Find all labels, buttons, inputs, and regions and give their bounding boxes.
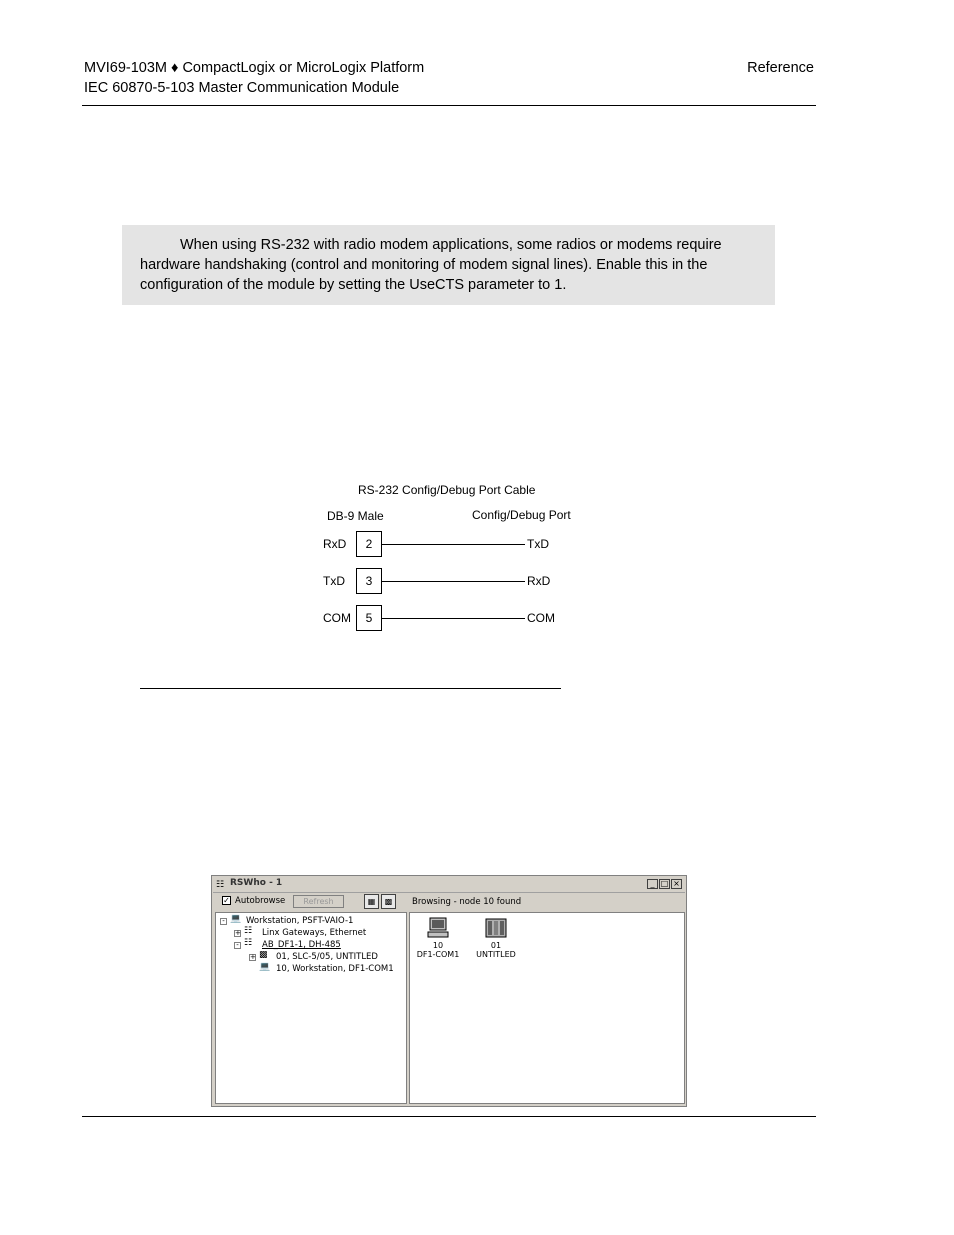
note-box <box>122 225 775 305</box>
tree-item[interactable]: 10, Workstation, DF1-COM1 <box>276 964 394 974</box>
device-name: UNTITLED <box>476 950 516 959</box>
tree-item[interactable]: AB_DF1-1, DH-485 <box>262 940 341 950</box>
plc-icon: ▩ <box>259 950 268 960</box>
pin-right-label: TxD <box>527 537 549 551</box>
pin-left-label: COM <box>323 611 351 625</box>
pin-right-label: COM <box>527 611 555 625</box>
pin-number-box: 3 <box>356 568 382 594</box>
list-view-button[interactable]: ▩ <box>381 894 396 909</box>
wire <box>382 544 525 545</box>
device-number: 01 <box>490 941 502 950</box>
header-rule <box>82 105 816 106</box>
toolbar <box>213 894 685 911</box>
refresh-button[interactable]: Refresh <box>293 895 344 908</box>
left-header: DB-9 Male <box>327 509 384 523</box>
collapse-toggle[interactable]: - <box>234 942 241 949</box>
minimize-button[interactable]: _ <box>647 879 658 889</box>
header-product-line: MVI69-103M ♦ CompactLogix or MicroLogix Platform <box>84 60 425 76</box>
right-header: Config/Debug Port <box>472 508 571 522</box>
diagram-title: RS-232 Config/Debug Port Cable <box>358 483 536 497</box>
header-section: Reference <box>747 60 814 76</box>
device-pane <box>409 912 685 1104</box>
computer-icon <box>426 917 450 939</box>
close-button[interactable]: × <box>671 879 682 889</box>
plc-icon <box>484 917 508 939</box>
device-number: 10 <box>432 941 444 950</box>
wire <box>382 581 525 582</box>
computer-icon: 💻 <box>230 914 242 924</box>
expand-toggle[interactable]: + <box>235 929 241 937</box>
pin-left-label: RxD <box>323 537 347 551</box>
device-name: DF1-COM1 <box>416 950 460 959</box>
maximize-button[interactable]: □ <box>660 879 669 888</box>
wire <box>382 618 525 619</box>
window-title: RSWho - 1 <box>230 878 283 888</box>
pin-left-label: TxD <box>323 574 345 588</box>
expand-toggle[interactable]: + <box>250 953 256 961</box>
browse-status: Browsing - node 10 found <box>412 897 522 907</box>
pin-number-box: 2 <box>356 531 382 557</box>
large-icons-view-button[interactable]: ▦ <box>364 894 379 909</box>
note-line-3: configuration of the module by setting the UseCTS parameter to 1. <box>140 277 567 293</box>
network-icon: ☷ <box>244 938 253 948</box>
section-rule <box>140 688 561 689</box>
header-module-line: IEC 60870-5-103 Master Communication Module <box>84 80 400 96</box>
device-item[interactable] <box>416 917 460 959</box>
autobrowse-checkbox[interactable]: ✓ <box>223 896 230 905</box>
tree-item[interactable]: Workstation, PSFT-VAIO-1 <box>246 916 354 926</box>
collapse-toggle[interactable]: - <box>220 918 227 925</box>
pin-right-label: RxD <box>527 574 551 588</box>
computer-icon: 💻 <box>259 962 271 972</box>
device-item[interactable] <box>474 917 518 959</box>
network-icon: ☷ <box>216 880 225 890</box>
tree-item[interactable]: 01, SLC-5/05, UNTITLED <box>276 952 378 962</box>
cable-diagram <box>318 478 578 638</box>
header-left <box>84 58 424 98</box>
note-line-1: When using RS-232 with radio modem applications, some radios or modems require <box>180 237 722 253</box>
tree-pane[interactable] <box>215 912 407 1104</box>
pin-number-box: 5 <box>356 605 382 631</box>
autobrowse-label: Autobrowse <box>235 896 286 906</box>
footer-rule <box>82 1116 816 1117</box>
window-titlebar[interactable] <box>213 877 685 893</box>
tree-item[interactable]: Linx Gateways, Ethernet <box>262 928 367 938</box>
rswho-window <box>211 875 687 1107</box>
note-line-2: hardware handshaking (control and monitoring of modem signal lines). Enable this in the <box>140 257 708 273</box>
network-icon: ☷ <box>244 926 253 936</box>
